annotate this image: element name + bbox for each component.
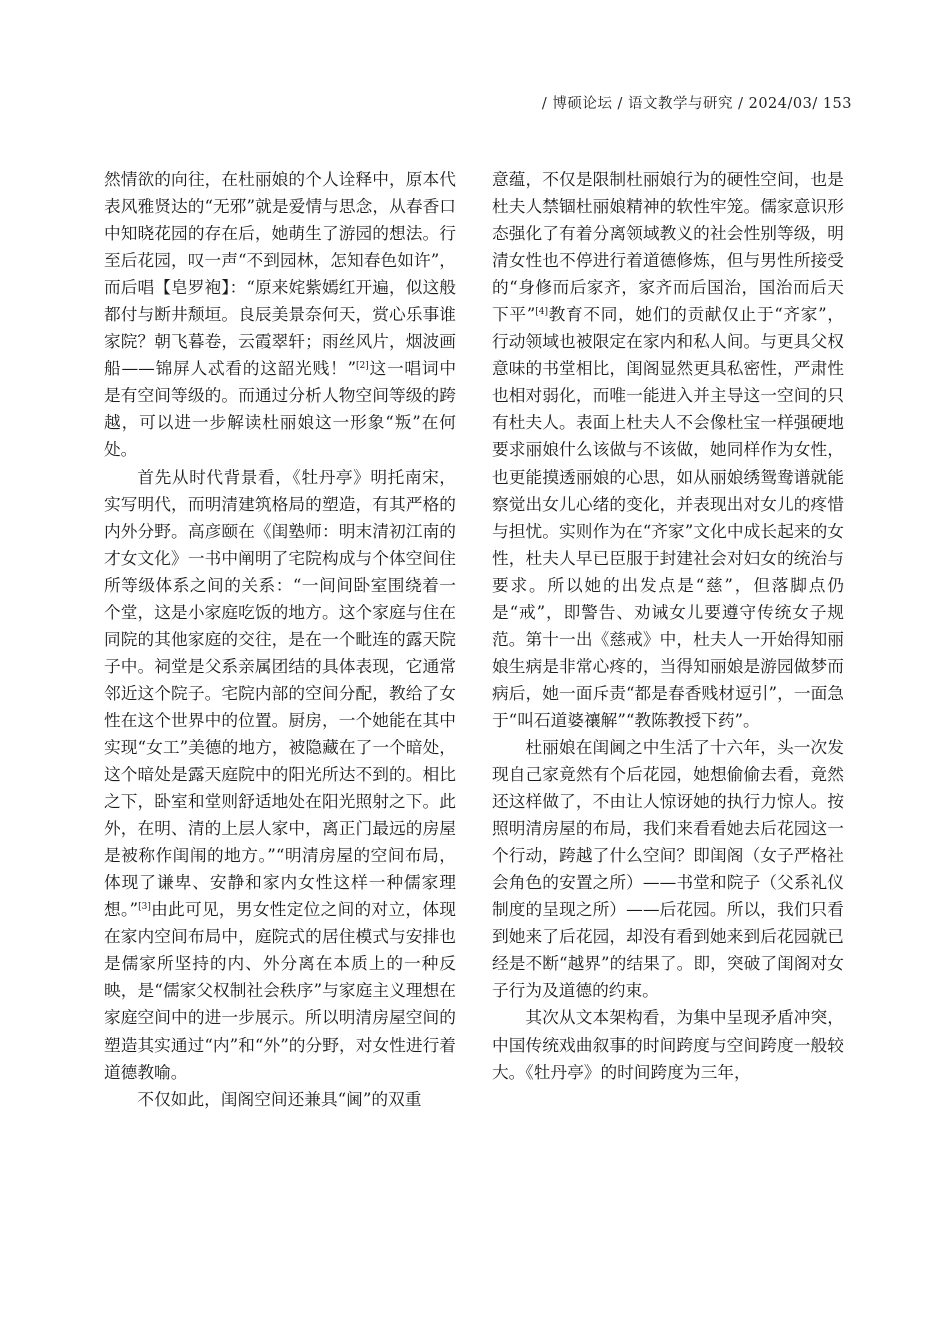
citation-ref: [4] bbox=[535, 307, 548, 318]
paragraph-text: 不仅如此，闺阁空间还兼具“阃”的双重 bbox=[137, 1088, 422, 1109]
citation-ref: [2] bbox=[356, 361, 369, 372]
running-head: / 博硕论坛 / 语文教学与研究 / 2024/03/ 153 bbox=[541, 96, 852, 112]
paragraph-text: 由此可见，男女性定位之间的对立，体现在家内空间布局中，庭院式的居住模式与安排也是儒家所坚持的内、外分离在本质上的一种反映，是“儒家父权制社会秩序”与家庭主义理想在家庭空间中的进一步展示。所以明清房屋空间的塑造其实通过“内”和“外”的分野，对女性进行着道德教喻。 bbox=[104, 899, 456, 1082]
paragraph bbox=[104, 166, 456, 464]
paragraph-text: 首先从时代背景看，《牡丹亭》明托南宋，实写明代，而明清建筑格局的塑造，有其严格的内外分野。高彦颐在《闺塾师：明末清初江南的才女文化》一书中阐明了宅院构成与个体空间住所等级体系之间的关系：“一间间卧室围绕着一个堂，这是小家庭吃饭的地方。这个家庭与住在同院的其他家庭的交往，是在一个毗连的露天院子中。祠堂是父系亲属团结的具体表现，它通常邻近这个院子。宅院内部的空间分配，教给了女性在这个世界中的位置。厨房，一个她能在其中实现“女工”美德的地方，被隐藏在了一个暗处，这个暗处是露天庭院中的阳光所达不到的。相比之下，卧室和堂则舒适地处在阳光照射之下。此外，在明、清的上层人家中，离正门最远的房屋是被称作闺闱的地方。”“明清房屋的空间布局，体现了谦卑、安静和家内女性这样一种儒家理想。” bbox=[104, 466, 456, 920]
citation-ref: [3] bbox=[138, 902, 151, 913]
right-column bbox=[492, 166, 844, 1086]
paragraph bbox=[492, 1004, 844, 1085]
paragraph-text: 其次从文本架构看，为集中呈现矛盾冲突，中国传统戏曲叙事的时间跨度与空间跨度一般较大。《牡丹亭》的时间跨度为三年， bbox=[492, 1007, 844, 1082]
paragraph bbox=[104, 1086, 456, 1113]
paragraph-text: 然情欲的向往，在杜丽娘的个人诠释中，原本代表风雅贤达的“无邪”就是爱情与思念，从春香口中知晓花园的存在后，她萌生了游园的想法。行至后花园，叹一声“不到园林，怎知春色如许”，而后唱【皂罗袍】：“原来姹紫嫣红开遍，似这般都付与断井颓垣。良辰美景奈何天，赏心乐事谁家院？朝飞暮卷，云霞翠轩；雨丝风片，烟波画船——锦屏人忒看的这韶光贱！” bbox=[104, 169, 456, 379]
left-column bbox=[104, 166, 456, 1113]
paragraph bbox=[104, 464, 456, 1086]
paragraph bbox=[492, 734, 844, 1004]
paragraph-text: 杜丽娘在闺阃之中生活了十六年，头一次发现自己家竟然有个后花园，她想偷偷去看，竟然还这样做了，不由让人惊讶她的执行力惊人。按照明清房屋的布局，我们来看看她去后花园这一个行动，跨越了什么空间？即闺阁（女子严格社会角色的安置之所）——书堂和院子（父系礼仪制度的呈现之所）——后花园。所以，我们只看到她来了后花园，却没有看到她来到后花园就已经是不断“越界”的结果了。即，突破了闺阁对女子行为及道德的约束。 bbox=[492, 736, 844, 1001]
paragraph-text: 意蕴，不仅是限制杜丽娘行为的硬性空间，也是杜夫人禁锢杜丽娘精神的软性牢笼。儒家意识形态强化了有着分离领域教义的社会性别等级，明清女性也不停进行着道德修炼，但与男性所接受的“身修而后家齐，家齐而后国治，国治而后天下平” bbox=[492, 169, 844, 325]
paragraph-text: 这一唱词中是有空间等级的。而通过分析人物空间等级的跨越，可以进一步解读杜丽娘这一形象“叛”在何处。 bbox=[104, 358, 457, 460]
paragraph bbox=[492, 166, 844, 734]
paragraph-text: 教育不同，她们的贡献仅止于“齐家”，行动领域也被限定在家内和私人间。与更具父权意味的书堂相比，闺阁显然更具私密性，严肃性也相对弱化，而唯一能进入并主导这一空间的只有杜夫人。表面上杜夫人不会像杜宝一样强硬地要求丽娘什么该做与不该做，她同样作为女性，也更能摸透丽娘的心思，如从丽娘绣鸳鸯谱就能察觉出女儿心绪的变化，并表现出对女儿的疼惜与担忧。实则作为在“齐家”文化中成长起来的女性，杜夫人早已臣服于封建社会对妇女的统治与要求。所以她的出发点是“慈”，但落脚点仍是“戒”，即警告、劝诫女儿要遵守传统女子规范。第十一出《慈戒》中，杜夫人一开始得知丽娘生病是非常心疼的，当得知丽娘是游园做梦而病后，她一面斥责“都是春香贱材逗引”，一面急于“叫石道婆禳解”“教陈教授下药”。 bbox=[492, 304, 844, 730]
